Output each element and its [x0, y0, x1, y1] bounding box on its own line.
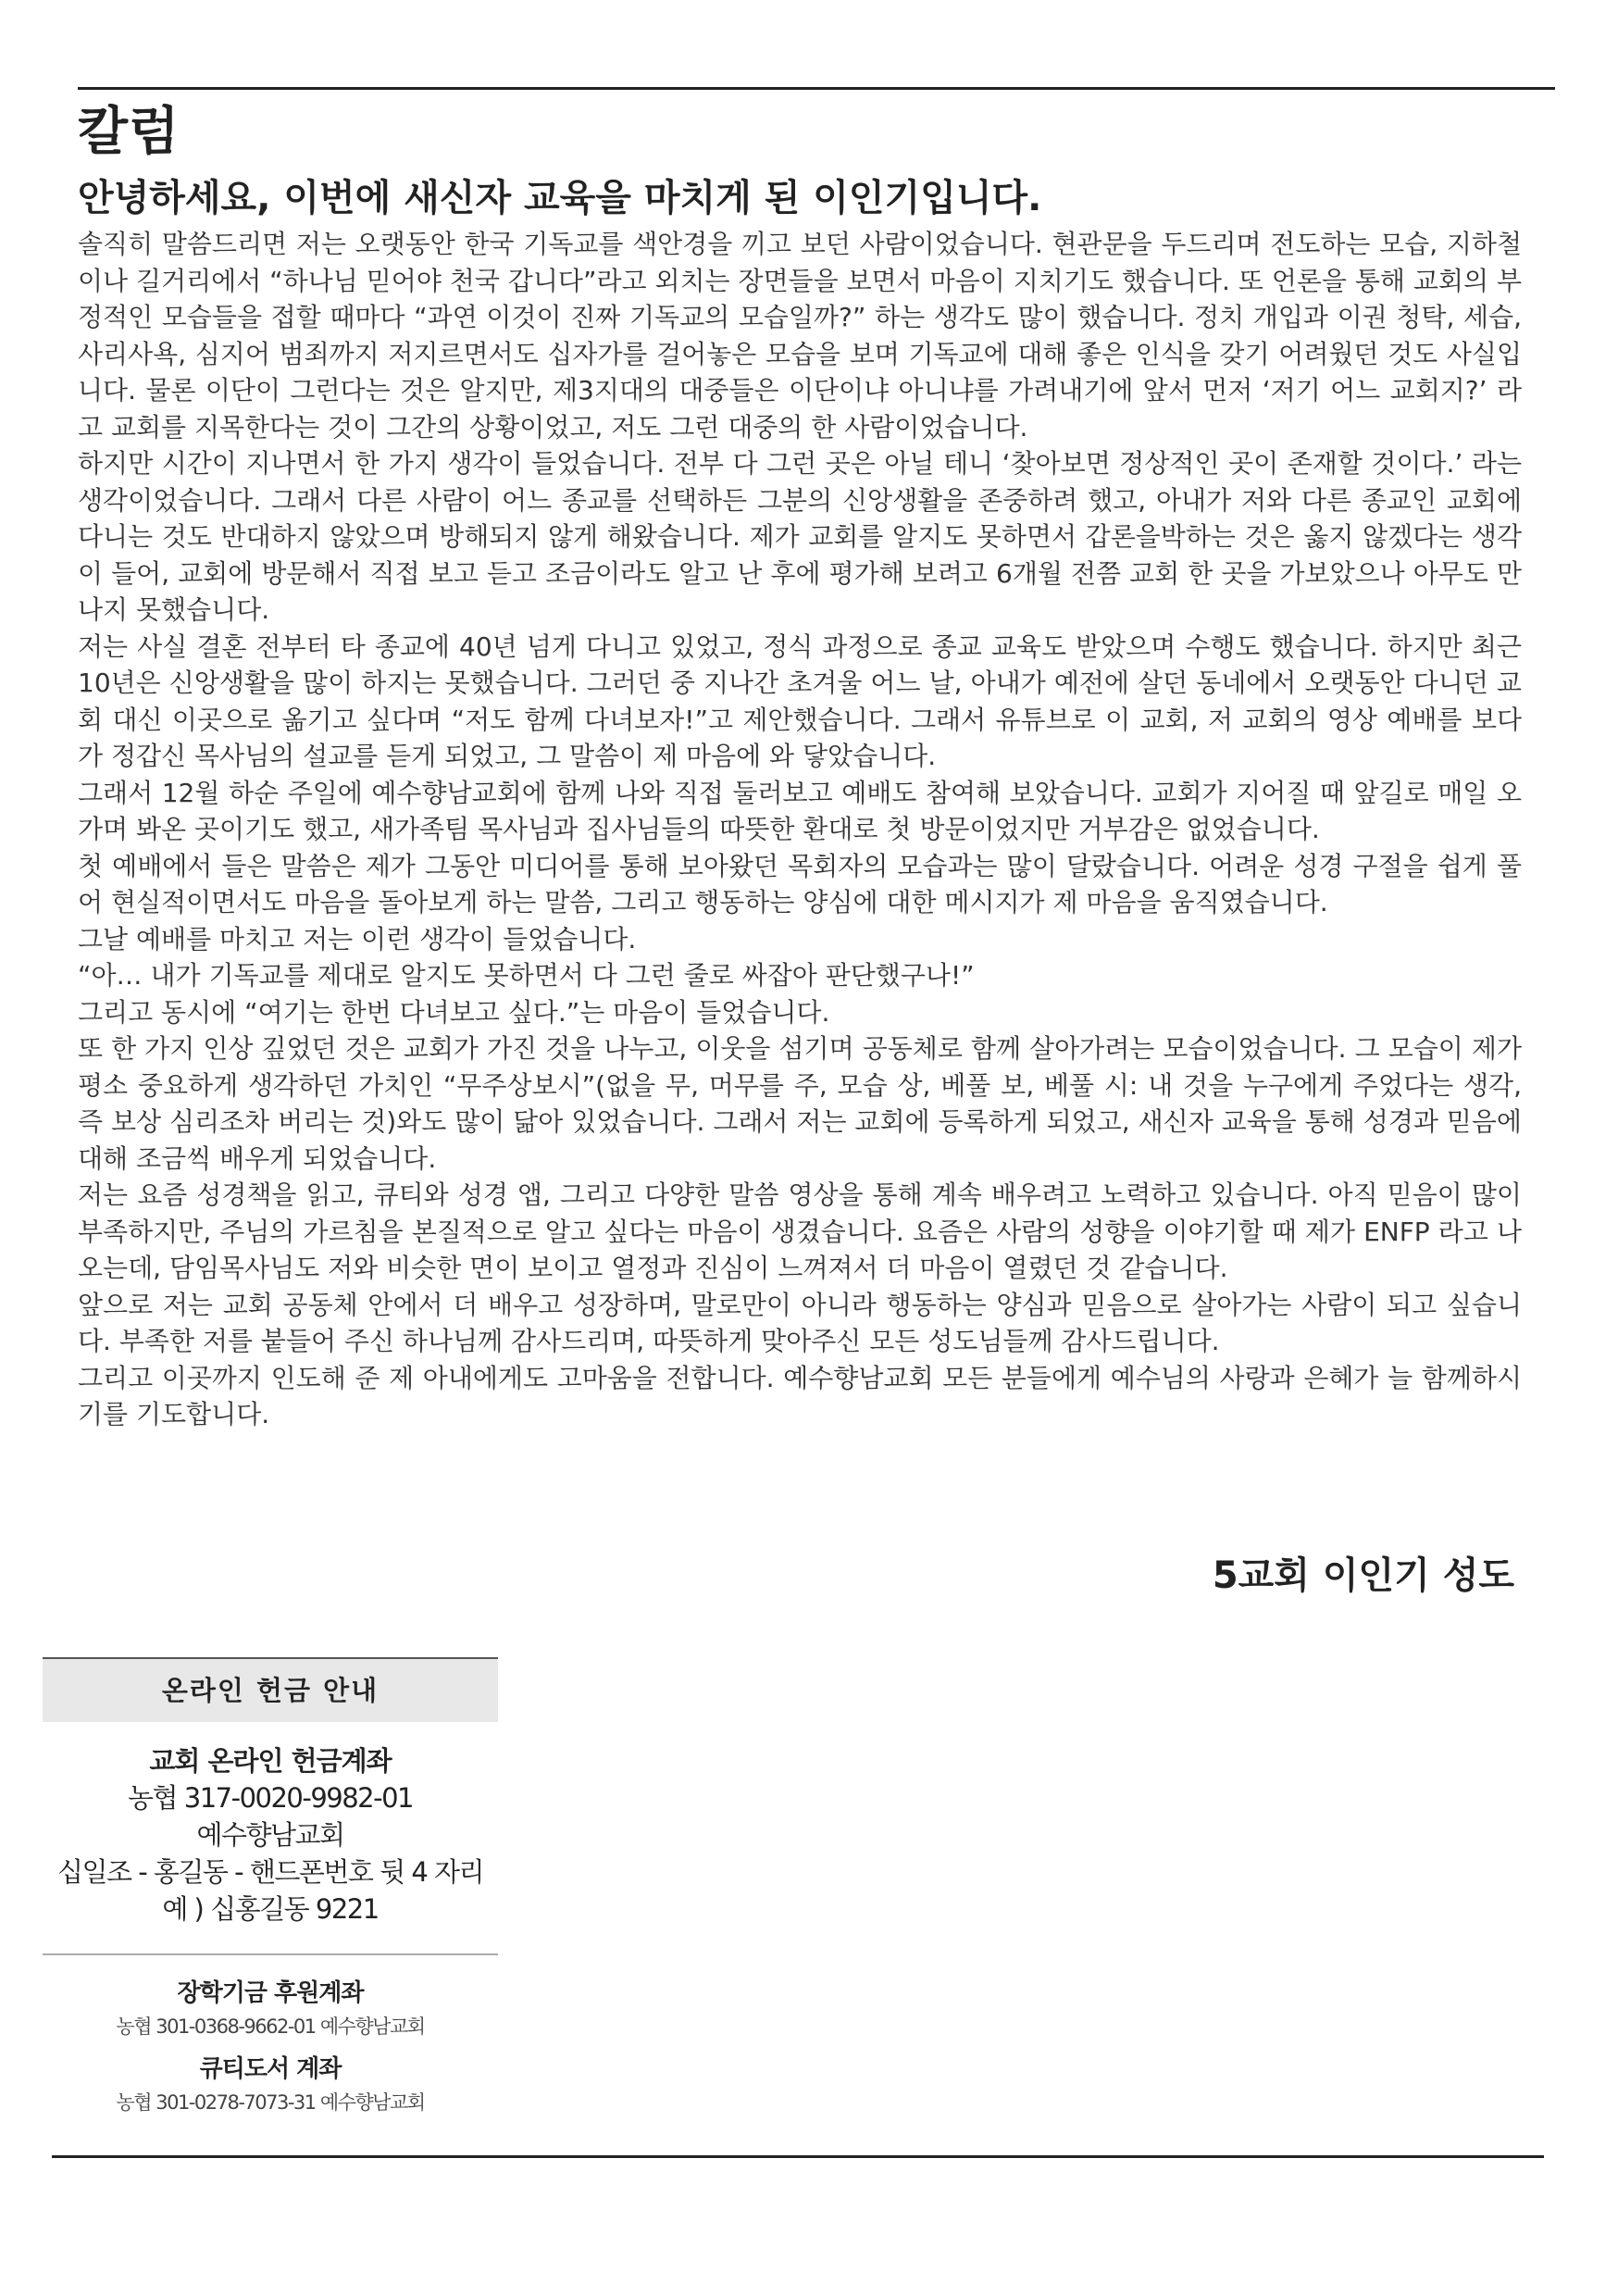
online-account-number: 농협 317-0020-9982-01: [128, 1782, 413, 1814]
online-account-label: 교회 온라인 헌금계좌: [149, 1745, 392, 1777]
author-signature: 5교회 이인기 성도: [1212, 1554, 1514, 1597]
online-offering-box: [43, 1657, 498, 2128]
article-paragraph: 그날 예배를 마치고 저는 이런 생각이 들었습니다.: [78, 923, 637, 955]
article-paragraph: 그리고 이곳까지 인도해 준 제 아내에게도 고마움을 전합니다. 예수향남교회 모든 분들에게 예수님의 사랑과 은혜가 늘 함께하시기를 기도합니다.: [78, 1362, 1522, 1429]
article-heading: 안녕하세요, 이번에 새신자 교육을 마치게 된 이인기입니다.: [78, 177, 1042, 219]
top-rule: [78, 87, 1555, 90]
tithe-naming-rule: 십일조 - 홍길동 - 핸드폰번호 뒷 4 자리: [56, 1856, 484, 1888]
article-paragraph: 또 한 가지 인상 깊었던 것은 교회가 가진 것을 나누고, 이웃을 섬기며 공동체로 함께 살아가려는 모습이었습니다. 그 모습이 제가 평소 중요하게 생각하던 가치인 “무주상보시”(없을 무, 머무를 주, 모습 상, 베풀 보, 베풀 시: 내 것을 누구에게 주었다는 생각, 즉 보상 심리조차 버리는 것)와도 많이 닮아 있었습니다. 그래서 저는 교회에 등록하게 되었고, 새신자 교육을 통해 성경과 믿음에 대해 조금씩 배우게 되었습니다.: [78, 1033, 1522, 1174]
scholarship-account-number: 농협 301-0368-9662-01 예수향남교회: [116, 2015, 425, 2038]
article-paragraph: 그래서 12월 하순 주일에 예수향남교회에 함께 나와 직접 둘러보고 예배도 참여해 보았습니다. 교회가 지어질 때 앞길로 매일 오가며 봐온 곳이기도 했고, 새가족팀 목사님과 집사님들의 따뜻한 환대로 첫 방문이었지만 거부감은 없었습니다.: [78, 777, 1522, 844]
article-paragraph: 저는 요즘 성경책을 읽고, 큐티와 성경 앱, 그리고 다양한 말씀 영상을 통해 계속 배우려고 노력하고 있습니다. 아직 믿음이 많이 부족하지만, 주님의 가르침을 본질적으로 알고 싶다는 마음이 생겼습니다. 요즘은 사람의 성향을 이야기할 때 제가 ENFP 라고 나오는데, 담임목사님도 저와 비슷한 면이 보이고 열정과 진심이 느껴져서 더 마음이 열렸던 것 같습니다.: [78, 1179, 1522, 1283]
qt-books-section: [43, 2052, 498, 2118]
article-paragraph: 하지만 시간이 지나면서 한 가지 생각이 들었습니다. 전부 다 그런 곳은 아닐 테니 ‘찾아보면 정상적인 곳이 존재할 것이다.’ 라는 생각이었습니다. 그래서 다른 사람이 어느 종교를 선택하든 그분의 신앙생활을 존중하려 했고, 아내가 저와 다른 종교인 교회에 다니는 것도 반대하지 않았으며 방해되지 않게 해왔습니다. 제가 교회를 알지도 못하면서 갑론을박하는 것은 옳지 않겠다는 생각이 들어, 교회에 방문해서 직접 보고 듣고 조금이라도 알고 난 후에 평가해 보려고 6개월 전쯤 교회 한 곳을 가보았으나 아무도 만나지 못했습니다.: [78, 448, 1522, 625]
scholarship-section: [43, 1976, 498, 2042]
qt-books-account-label: 큐티도서 계좌: [199, 2055, 342, 2083]
section-title: 칼럼: [78, 102, 180, 162]
article-paragraph: 솔직히 말씀드리면 저는 오랫동안 한국 기독교를 색안경을 끼고 보던 사람이었습니다. 현관문을 두드리며 전도하는 모습, 지하철이나 길거리에서 “하나님 믿어야 천국 갑니다”라고 외치는 장면들을 보면서 마음이 지치기도 했습니다. 또 언론을 통해 교회의 부정적인 모습들을 접할 때마다 “과연 이것이 진짜 기독교의 모습일까?” 하는 생각도 많이 했습니다. 정치 개입과 이권 청탁, 세습, 사리사욕, 심지어 범죄까지 저지르면서도 십자가를 걸어놓은 모습을 보며 기독교에 대해 좋은 인식을 갖기 어려웠던 것도 사실입니다. 물론 이단이 그런다는 것은 알지만, 제3지대의 대중들은 이단이냐 아니냐를 가려내기에 앞서 먼저 ‘저기 어느 교회지?’ 라고 교회를 지목한다는 것이 그간의 상황이었고, 저도 그런 대중의 한 사람이었습니다.: [78, 229, 1522, 443]
article-paragraph: 저는 사실 결혼 전부터 타 종교에 40년 넘게 다니고 있었고, 정식 과정으로 종교 교육도 받았으며 수행도 했습니다. 하지만 최근 10년은 신앙생활을 많이 하지는 못했습니다. 그러던 중 지나간 초겨울 어느 날, 아내가 예전에 살던 동네에서 오랫동안 다니던 교회 대신 이곳으로 옮기고 싶다며 “저도 함께 다녀보자!”고 제안했습니다. 그래서 유튜브로 이 교회, 저 교회의 영상 예배를 보다가 정갑신 목사님의 설교를 듣게 되었고, 그 말씀이 제 마음에 와 닿았습니다.: [78, 630, 1522, 771]
box-divider: [43, 1953, 498, 1955]
online-account-holder: 예수향남교회: [196, 1819, 344, 1851]
online-offering-section: [43, 1722, 498, 1948]
article-paragraph: “아… 내가 기독교를 제대로 알지도 못하면서 다 그런 줄로 싸잡아 판단했구나!”: [78, 960, 975, 991]
offering-box-title: 온라인 헌금 안내: [43, 1659, 498, 1722]
article-paragraph: 그리고 동시에 “여기는 한번 다녀보고 싶다.”는 마음이 들었습니다.: [78, 996, 830, 1028]
article-paragraph: 앞으로 저는 교회 공동체 안에서 더 배우고 성장하며, 말로만이 아니라 행동하는 양심과 믿음으로 살아가는 사람이 되고 싶습니다. 부족한 저를 붙들어 주신 하나님께 감사드리며, 따뜻하게 맞아주신 모든 성도님들께 감사드립니다.: [78, 1289, 1522, 1356]
scholarship-account-label: 장학기금 후원계좌: [177, 1979, 364, 2007]
article-paragraph: 첫 예배에서 들은 말씀은 제가 그동안 미디어를 통해 보아왔던 목회자의 모습과는 많이 달랐습니다. 어려운 성경 구절을 쉽게 풀어 현실적이면서도 마음을 돌아보게 하는 말씀, 그리고 행동하는 양심에 대한 메시지가 제 마음을 움직였습니다.: [78, 850, 1522, 917]
tithe-naming-example: 예 ) 십홍길동 9221: [162, 1893, 379, 1925]
qt-books-account-number: 농협 301-0278-7073-31 예수향남교회: [116, 2091, 425, 2114]
bottom-rule: [52, 2155, 1544, 2158]
article-body: [78, 226, 1522, 1433]
